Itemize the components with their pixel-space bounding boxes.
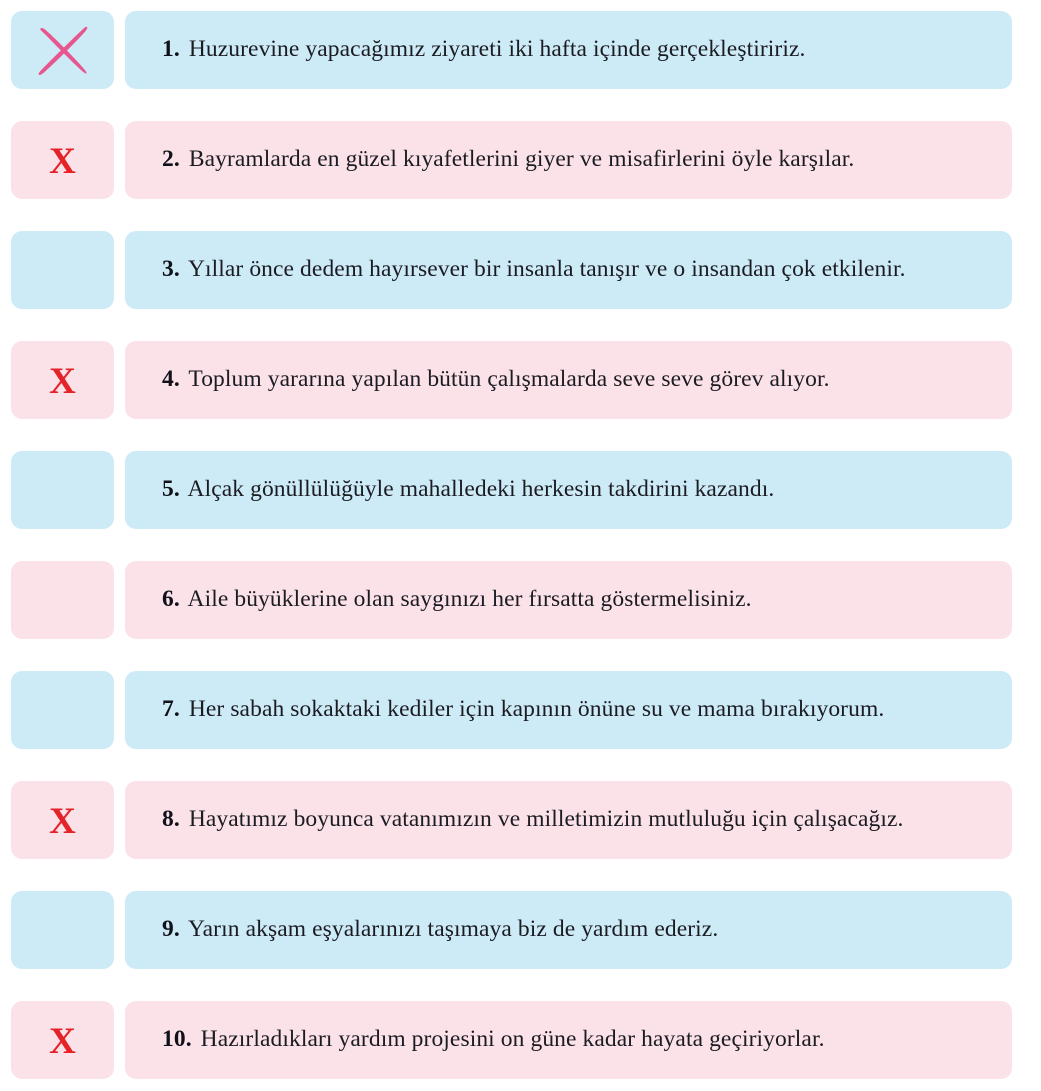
- statement-sentence: Bayramlarda en güzel kıyafetlerini giyer ve misafirlerini öyle karşılar.: [188, 146, 855, 173]
- statement-text: [162, 365, 830, 394]
- statement-text: [162, 255, 906, 284]
- statement-text: [162, 915, 718, 944]
- statement-box: [125, 561, 1012, 639]
- statement-sentence: Hazırladıkları yardım projesini on güne kadar hayata geçiriyorlar.: [200, 1026, 825, 1053]
- statement-sentence: Her sabah sokaktaki kediler için kapının önüne su ve mama bırakıyorum.: [188, 696, 885, 723]
- statement-number: 8.: [162, 806, 180, 833]
- statement-text: [162, 145, 854, 174]
- statement-sentence: Alçak gönüllülüğüyle mahalledeki herkesin takdirini kazandı.: [187, 476, 775, 503]
- statement-box: [125, 781, 1012, 859]
- statement-text: [162, 1025, 825, 1054]
- statement-text: [162, 585, 752, 614]
- statement-number: 4.: [162, 366, 180, 393]
- statement-sentence: Yarın akşam eşyalarınızı taşımaya biz de yardım ederiz.: [187, 916, 719, 943]
- letter-x-icon: X: [49, 360, 76, 402]
- statement-box: [125, 451, 1012, 529]
- statement-row: [11, 561, 1012, 639]
- letter-x-icon: X: [49, 1020, 76, 1062]
- answer-mark-box[interactable]: [11, 561, 114, 639]
- statement-row: [11, 671, 1012, 749]
- answer-mark-box[interactable]: [11, 11, 114, 89]
- statement-box: [125, 11, 1012, 89]
- statement-sentence: Huzurevine yapacağımız ziyareti iki hafta içinde gerçekleştiririz.: [188, 36, 806, 63]
- answer-mark-box[interactable]: [11, 671, 114, 749]
- statement-row: [11, 121, 1012, 199]
- statement-text: [162, 475, 774, 504]
- answer-mark-box[interactable]: [11, 121, 114, 199]
- letter-x-icon: X: [49, 800, 76, 842]
- statement-row: [11, 451, 1012, 529]
- statement-text: [162, 805, 904, 834]
- answer-mark-box[interactable]: [11, 231, 114, 309]
- statement-row: [11, 891, 1012, 969]
- statement-number: 9.: [162, 916, 180, 943]
- statement-sentence: Yıllar önce dedem hayırsever bir insanla tanışır ve o insandan çok etkilenir.: [187, 256, 906, 283]
- statement-number: 2.: [162, 146, 180, 173]
- statement-sentence: Hayatımız boyunca vatanımızın ve milletimizin mutluluğu için çalışacağız.: [188, 806, 904, 833]
- answer-mark-box[interactable]: [11, 341, 114, 419]
- statement-row: [11, 781, 1012, 859]
- answer-mark-box[interactable]: [11, 891, 114, 969]
- statement-number: 5.: [162, 476, 180, 503]
- statement-sentence: Toplum yararına yapılan bütün çalışmalarda seve seve görev alıyor.: [188, 366, 830, 393]
- statement-sentence: Aile büyüklerine olan saygınızı her fırsatta göstermelisiniz.: [187, 586, 752, 613]
- answer-mark-box[interactable]: [11, 781, 114, 859]
- statement-number: 10.: [162, 1026, 192, 1053]
- statement-text: [162, 35, 805, 64]
- statement-box: [125, 891, 1012, 969]
- statement-number: 7.: [162, 696, 180, 723]
- statement-box: [125, 231, 1012, 309]
- statement-number: 3.: [162, 256, 180, 283]
- handdrawn-x-icon: [32, 22, 94, 78]
- statement-box: [125, 121, 1012, 199]
- statement-box: [125, 1001, 1012, 1079]
- statement-row: [11, 11, 1012, 89]
- statement-box: [125, 341, 1012, 419]
- statement-number: 1.: [162, 36, 180, 63]
- statement-text: [162, 695, 884, 724]
- statement-row: [11, 1001, 1012, 1079]
- statement-number: 6.: [162, 586, 180, 613]
- statement-row: [11, 341, 1012, 419]
- answer-mark-box[interactable]: [11, 451, 114, 529]
- answer-mark-box[interactable]: [11, 1001, 114, 1079]
- statement-row: [11, 231, 1012, 309]
- statement-box: [125, 671, 1012, 749]
- letter-x-icon: X: [49, 140, 76, 182]
